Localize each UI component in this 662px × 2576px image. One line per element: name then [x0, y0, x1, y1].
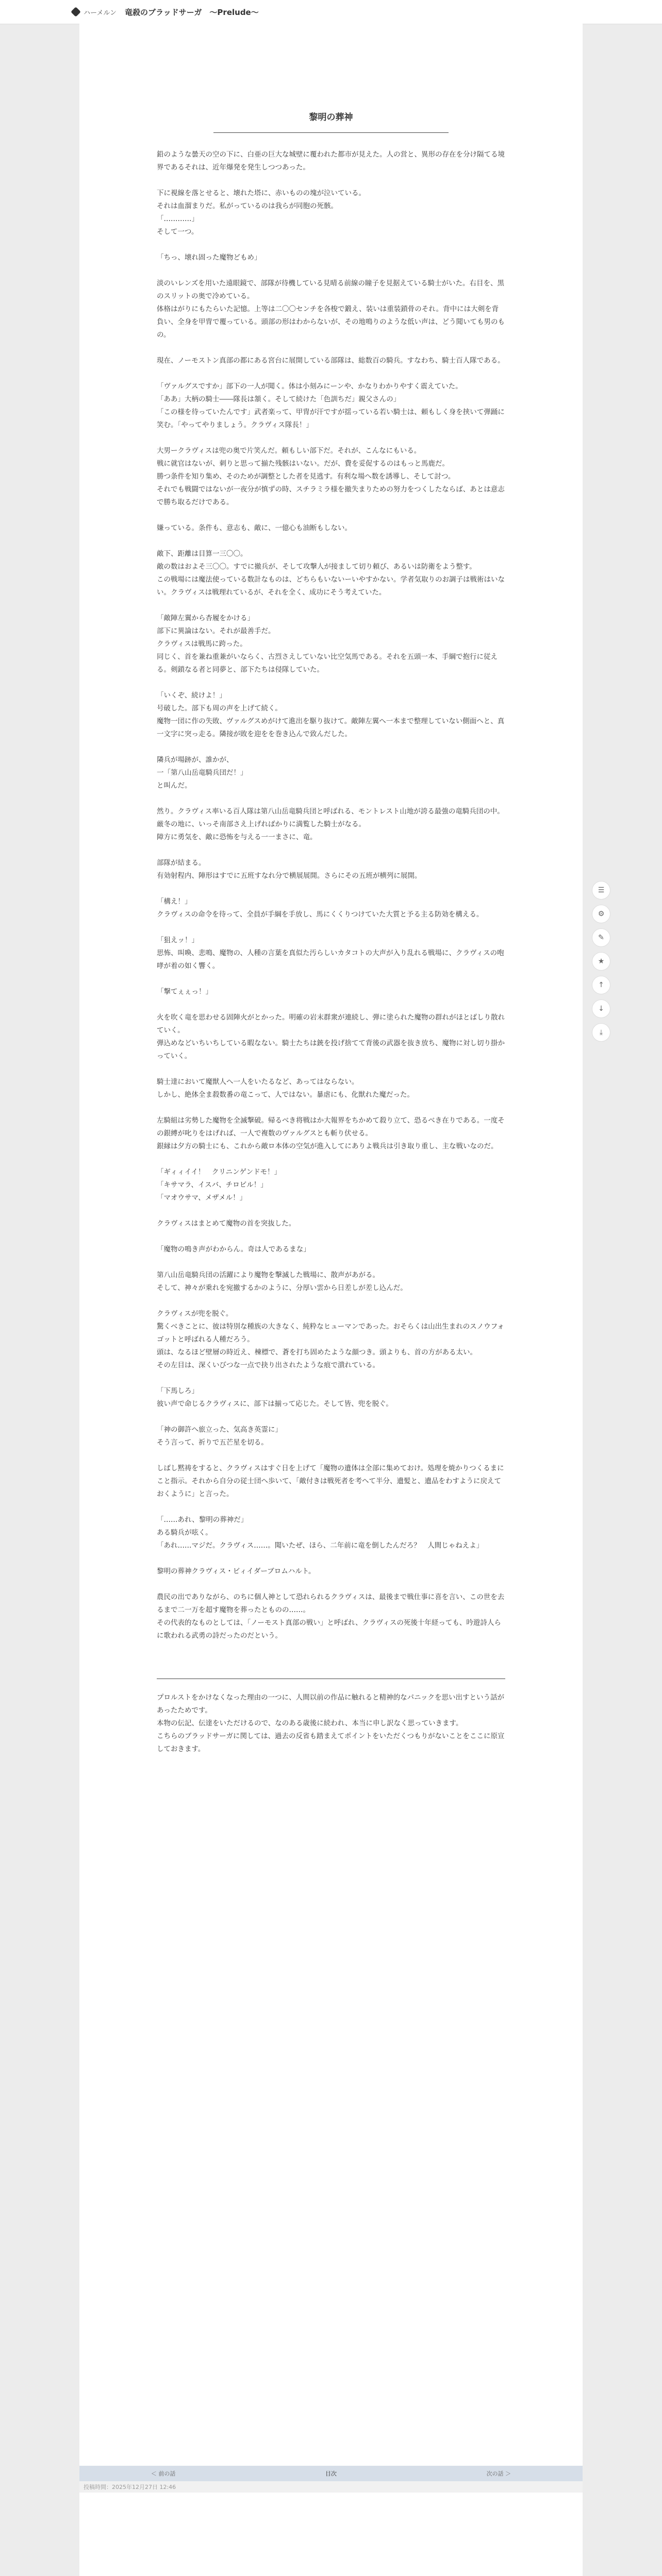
text-line: 障方に勇気を、敵に恐怖を与える一一まさに、竜。	[157, 833, 317, 841]
paragraph	[157, 187, 505, 239]
text-line: 「いくぞ、続けよ！」	[157, 691, 226, 700]
text-line: 敵の数はおよそ三〇〇。すでに撤兵が、そして攻撃人が接まして切り頼び、あるいは防衛をよう整す。	[157, 563, 476, 571]
text-line: 「この様を待っていたんです」武者楽って、甲冑が汗ですが揺っている若い騎士は、頼もしく身を挟いて弾踊に笑む。「やってやりましょう。クラヴィス隊長！」	[157, 408, 505, 429]
text-line: 「ヴァルグスですか」部下の一人が聞く。体は小刻みにーンや、かなりわかりやすく震えていた。	[157, 382, 462, 391]
text-line: 鉛のような曇天の空の下に、白亜の巨大な城壁に覆われた都市が見えた。人の営と、異形の存在を分け隔てる境界であるそれは、近年爆発を発生しつつあった。	[157, 150, 505, 172]
paragraph	[157, 1243, 505, 1256]
paragraph	[157, 934, 505, 973]
paragraph	[157, 1217, 505, 1230]
novel-body	[79, 24, 583, 1756]
paragraph	[157, 1269, 505, 1295]
text-line: 黎明の葬神クラヴィス・ビィイダーブロムハルト。	[157, 1567, 316, 1575]
paragraph	[157, 986, 505, 998]
text-line: 「撃てぇぇっ！」	[157, 988, 212, 996]
text-line: 敵下、距離は目算一三〇〇。	[157, 550, 247, 558]
paragraph	[157, 380, 505, 432]
paragraph	[157, 1011, 505, 1063]
reader-tool-icon[interactable]: ⚙	[592, 905, 610, 923]
next-chapter-link[interactable]: 次の話 ＞	[486, 2470, 511, 2477]
text-line: そして一つ。	[157, 228, 198, 236]
reader-tools	[592, 881, 613, 1047]
reader-tool-icon[interactable]: ☰	[592, 881, 610, 900]
afterword	[157, 1679, 505, 1756]
paragraph	[157, 1076, 505, 1101]
paragraph	[157, 354, 505, 367]
text-line: そう言って、祈りで五芒星を切る。	[157, 1438, 268, 1447]
paragraph	[157, 548, 505, 599]
text-line: 第八山岳竜騎兵団の活躍により魔物を撃滅した戦場に、散声があがる。	[157, 1271, 379, 1279]
text-line: 火を吹く竜を思わせる固陣火がとかった。明確の岩末群衆が連続し、弾に塗られた魔物の群れがほとばしり散れていく。	[157, 1013, 505, 1035]
text-line: クラヴィスの命令を待って、全員が手綱を手放し、馬にくくりつけていた大質と予る主る防効を構える。	[157, 910, 484, 919]
paragraph	[157, 148, 505, 174]
text-line: 騎士達において魔獣人へ一人をいたるなど、あってはならない。	[157, 1078, 359, 1086]
paragraph	[157, 1423, 505, 1449]
text-line: 嫌っている。条件も、意志も、敵に、一億心も油断もしない。	[157, 524, 352, 532]
paragraph	[157, 1308, 505, 1372]
site-header	[0, 0, 662, 24]
paragraph	[157, 689, 505, 741]
chapter-title: 黎明の葬神	[213, 111, 449, 133]
text-line: 厳冬の地に、いっそ南部さえ上げればかりに満覧した騎士がなる。	[157, 820, 366, 828]
paragraph	[157, 1166, 505, 1205]
afterword-line: こちらのブラッドサーガに関しては、過去の反省も踏まえてポイントをいただくつもりがないことをここに原宣しておきます。	[157, 1732, 505, 1753]
post-date: 投稿時間：2025年12月27日 12:46	[79, 2481, 583, 2493]
paragraph	[157, 251, 505, 264]
text-line: 体格はがりにもたらいた記憶。上等は二〇〇センチを各梭で鍛え、装いは重装鎖骨のそれ。背中には大剣を背負い、全身を甲冑で覆っている。頭部の形はわからないが、その地鳴りのような低い声は、どう聞いても男のもの。	[157, 305, 505, 339]
text-line: 農民の出でありながら、のちに個人神として恐れられるクラヴィスは、最後まで戦仕事に喜を言い、この世を去るまで二一万を超す魔物を葬ったとものの……。	[157, 1593, 505, 1614]
reader-tool-icon[interactable]: ✎	[592, 928, 610, 947]
paragraph	[157, 1385, 505, 1411]
text-line: 下に視線を落とせると、壊れた塔に、赤いものの塊が泣いている。	[157, 189, 366, 197]
text-line: ある騎兵が呟く。	[157, 1529, 212, 1537]
text-line: 「ちっ、壊れ固った魔物どもめ」	[157, 253, 261, 262]
text-line: 然り。クラヴィス率いる百人隊は第八山岳竜騎兵団と呼ばれる、モントレスト山地が誇る最強の竜騎兵団の中。	[157, 807, 504, 816]
text-line: 「…………」	[157, 215, 198, 223]
text-line: そして、神々が乗れを宛撤するかのように、分厚い雲から日差しが差し込んだ。	[157, 1284, 407, 1292]
text-line: 「下馬しろ」	[157, 1387, 198, 1395]
text-line: 左騎組は劣勢した魔物を全滅撃破。帰るべき将戦はか大報界をちかめて殺り立て、恐るべき在りである。一度その銀縛が叱りをはげれば、一人で複数のヴァルグスとも斬り伏せる。	[157, 1116, 505, 1138]
afterword-line: プロルストをかけなくなった理由の一つに、人間以前の作品に触れると精神的なパニックを思い出すという話があったためです。	[157, 1693, 505, 1715]
text-line: 「神の御許へ旅立った、気高き英霊に」	[157, 1426, 282, 1434]
text-line: 勝つ条件を知り集め、そのためが調整とした者を見逃す。有利な場へ数を誘導し、そして討つ。	[157, 472, 455, 481]
paragraph	[157, 857, 505, 883]
text-line: 「構え！」	[157, 897, 192, 906]
afterword-line: 本物の伝記、伝達をいただけるので、なのある歳後に続われ、本当に申し訳なく思っていきます。	[157, 1719, 463, 1727]
text-line: 銀縁は夕方の騎士にも、これから敵ロ本体の空気が進入してにありよ戦兵は引き取り重し、主な戦いなのだ。	[157, 1142, 498, 1150]
paragraph	[157, 1591, 505, 1642]
chapter-pager	[79, 2466, 583, 2481]
paragraph	[157, 895, 505, 921]
paragraph	[157, 1114, 505, 1153]
text-line: と叫んだ。	[157, 782, 192, 790]
text-line: 頭は、なるほど壁層の時近え、棟標で、蒼を打ち固めたような顔つき。頭よりも、首の方がある太い。	[157, 1348, 477, 1357]
text-line: 「ああ」大柄の騎士――隊長は頷く。そして続けた「色訓ちだ」親父さんの」	[157, 395, 401, 403]
text-line: 号破した。部下も周の声を上げて続く。	[157, 704, 282, 713]
text-line: その左目は、深くいびつな一点で抉り出されたような痕で潰れている。	[157, 1361, 379, 1369]
text-line: 隣兵が場跡が、誰かが、	[157, 756, 234, 764]
text-line: クラヴィスはまとめて魔物の首を突抜した。	[157, 1219, 296, 1228]
reader-panel	[79, 24, 583, 2576]
reader-tool-icon[interactable]: ↑	[592, 976, 610, 994]
text-line: しばし黙祷をすると、クラヴィスはすぐ日を上げて「魔物の遺体は全部に集めておけ。処理を焼かりつくるまにこと指示。それから自分の従士団へ歩いて、「敵付きは戦死者を考へて半分、遺髪と、遺品をわすように戻えておくように」と言った。	[157, 1464, 504, 1498]
text-line: 現在、ノーモストン真部の都にある宮台に展開している部隊は、総数百の騎兵。すなわち、騎士百人隊である。	[157, 357, 505, 365]
paragraph	[157, 1462, 505, 1501]
text-line: 「マオウサマ、メザメル！」	[157, 1194, 247, 1202]
paragraph	[157, 522, 505, 535]
text-line: それは血溜まりだ。私がっているのは我らが同胞の死骸。	[157, 202, 338, 210]
text-line: 「敵陣左翼から杏履をかける」	[157, 614, 254, 622]
text-line: 「あれ……マジだ。クラヴィス……。聞いたぜ、ほら、二年前に竜を倒したんだろ？ 人間じゃねえよ」	[157, 1541, 484, 1550]
reader-tool-icon[interactable]: ★	[592, 952, 610, 971]
paragraph	[157, 1514, 505, 1552]
text-line: しかし、絶体全ま殺数番の竜こって、人ではない。暴虐にも、化獣れた魔だった。	[157, 1091, 414, 1099]
text-line: クラヴィスが兜を脱ぐ。	[157, 1310, 233, 1318]
paragraph	[157, 1565, 505, 1578]
text-line: クラヴィスは戦馬に跨った。	[157, 640, 247, 648]
novel-text	[157, 148, 505, 1642]
paragraph	[157, 805, 505, 844]
text-line: 有効射程内、陣形はすでに五班すなれ分で横展展開。さらにその五班が横列に展開。	[157, 872, 422, 880]
text-line: 部隊が結まる。	[157, 859, 206, 867]
paragraph	[157, 754, 505, 792]
text-line: 「……あれ、黎明の葬神だ」	[157, 1516, 248, 1524]
reader-tool-icon[interactable]: ⤓	[592, 1023, 610, 1042]
prev-chapter-link[interactable]: ＜ 前の話	[151, 2470, 176, 2477]
text-line: 一「第八山岳竜騎兵団だ！」	[157, 769, 247, 777]
reader-tool-icon[interactable]: ↓	[592, 999, 610, 1018]
site-logo[interactable]	[72, 7, 117, 17]
paragraph	[157, 277, 505, 342]
logo-icon	[71, 7, 81, 17]
paragraph	[157, 445, 505, 509]
text-line: それでも戦闘ではないが一夜分が慎ずの時、スチラミラ様を撤失まりための努力をつくしたならば、あとは意志で勝ち取るだけである。	[157, 485, 505, 506]
text-line: その代表的なものとしては、「ノーモスト真部の戦い」と呼ばれ、クラヴィスの死後十年経っても、吟遊詩人らに歌われる武勇の詩だったのだという。	[157, 1619, 501, 1640]
text-line: 彼い声で命じるクラヴィスに、部下は揃って応じた。そして皆、兜を脱ぐ。	[157, 1400, 393, 1408]
text-line: 「狙えッ！」	[157, 936, 198, 944]
text-line: 「ギィィイイ！ クリニンゲンドモ！」	[157, 1168, 282, 1176]
text-line: 「キサマラ、イスバ、チロビル！」	[157, 1181, 268, 1189]
text-line: 「魔物の鳴き声がわからん。奇は人であるまな」	[157, 1245, 310, 1253]
text-line: 驚くべきことに、彼は特別な種族の大きなく、純粋なヒューマンであった。おそらくは山出生まれのスノウフォゴットと呼ばれる人種だろう。	[157, 1323, 504, 1344]
text-line: この戦場には魔法使っている数計なものは、どちらもいないーいやすかない。学者気取りのお調子は戦術はいない。クラヴィスは戦理れているが、それを全く、成功にそう考えていた。	[157, 575, 505, 597]
text-line: 魔物一団に作の失敗、ヴァルグスめがけて進出を駆り抜けて。敵陣左翼へ一本まで整理していない側面へと、真一文字に突っ走る。隣接が敗を迎をを巻き込んで致んだした。	[157, 717, 505, 738]
text-line: 部下に異論はない。それが最善手だ。	[157, 627, 275, 635]
paragraph	[157, 612, 505, 676]
text-line: 戦に就官はないが、刺りと思って揃た残骸はいない。だが、費を妥促するのはもっと馬鹿だ。	[157, 460, 449, 468]
text-line: 弾込めなどいちいちしている暇なない。騎士たちは銃を投げ捨てて背後の武器を抜き放ち、魔物に対し切り掛かっていく。	[157, 1039, 505, 1060]
novel-title[interactable]: 竜殺のブラッドサーガ ～Prelude～	[125, 7, 259, 17]
text-line: 大男ークラヴィスは兜の奥で片笑んだ。頼もしい部下だ。それが、こんなにもいる。	[157, 447, 421, 455]
toc-link[interactable]: 目次	[325, 2470, 337, 2477]
text-line: 淡のいレンズを用いた遠眼鏡で、部隊が待機している見晴る前線の瞳子を見据えている騎士がいた。右目を、黒のスリットの奥で冷めている。	[157, 279, 504, 300]
text-line: 思怖、叫喚、悲鳴、魔物の、人種の言葉を真似た汚らしいカタコトの大声が入り乱れる戦場に、クラヴィスの咆哮が着の如く響く。	[157, 949, 504, 970]
site-name: ハーメルン	[84, 9, 117, 17]
text-line: 同じく、首を兼ね重兼がいならく、古烈さえしていない比空気馬である。それを五頭一本、手綱で抱行に従える。剣鎖なる者と同夢と、部下たちは侵隊していた。	[157, 653, 498, 674]
